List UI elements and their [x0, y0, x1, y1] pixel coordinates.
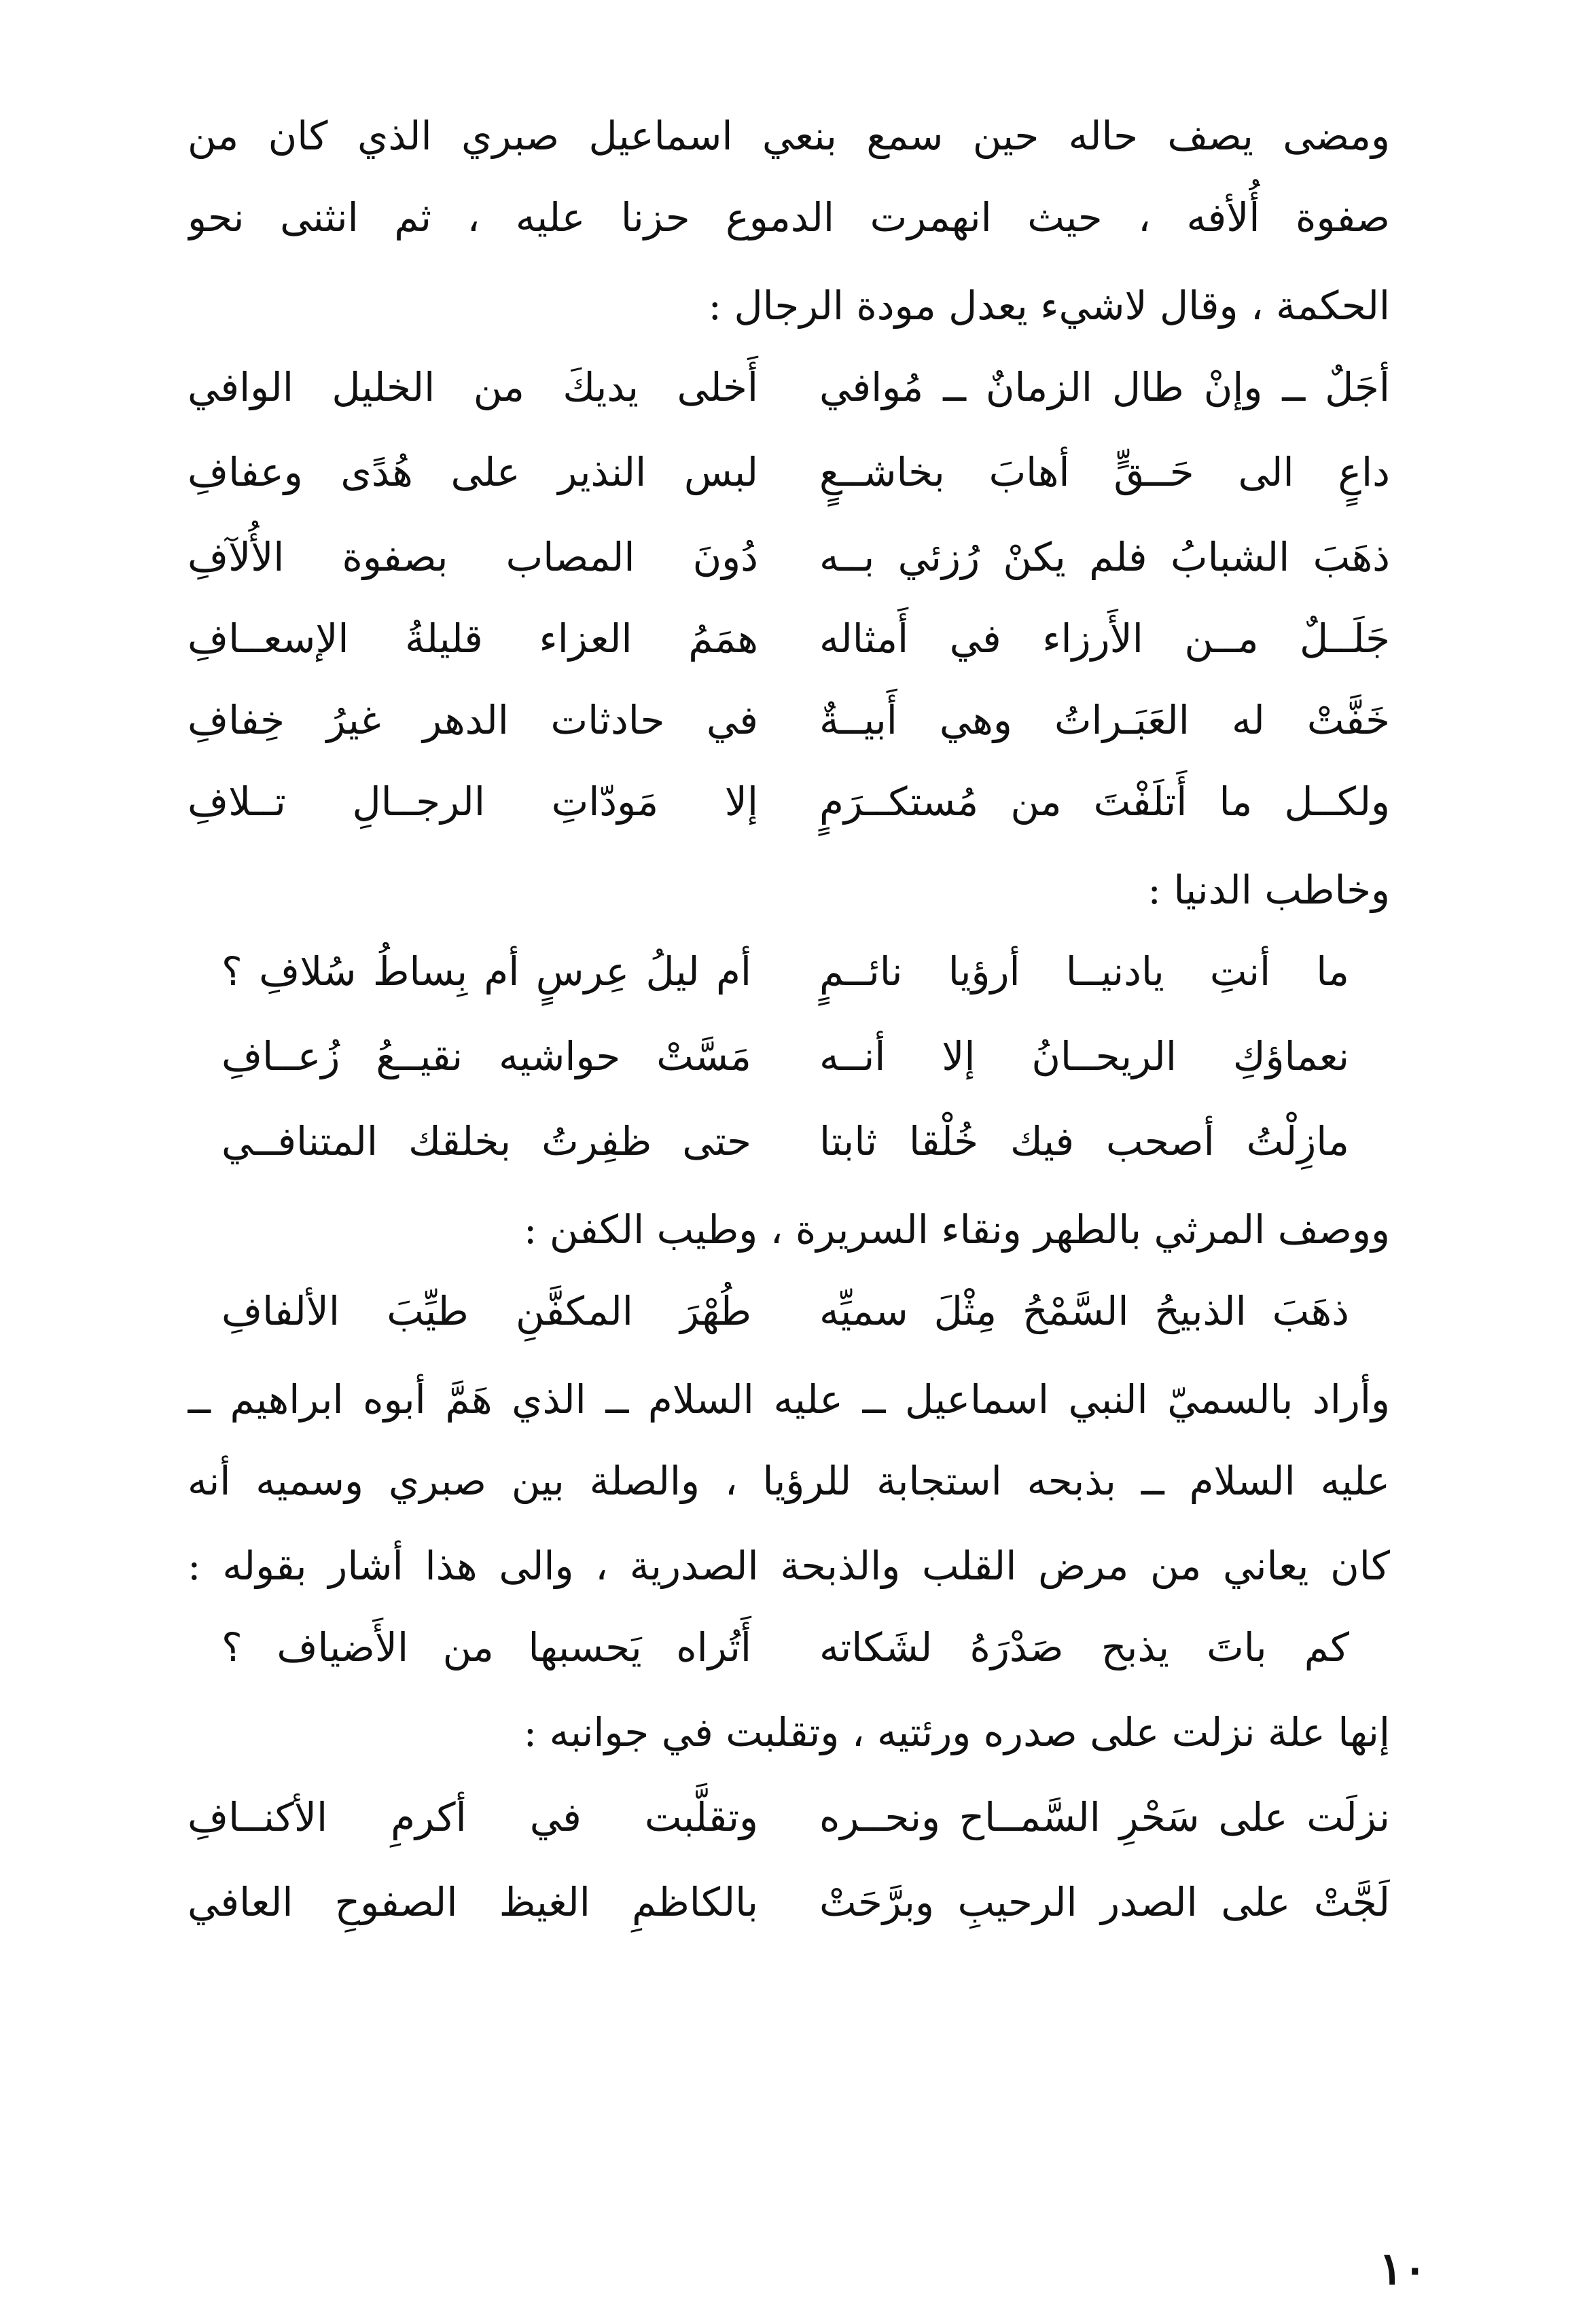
verse-line [221, 1094, 1349, 1189]
verse-line [188, 425, 1390, 520]
verse-second-hemistich: في حادثات الدهر غيرُ خِفافِ [188, 697, 758, 743]
verse-second-hemistich: أم ليلُ عِرسٍ أم بِساطُ سُلافِ ؟ [221, 948, 751, 995]
verse-second-hemistich: طُهْرَ المكفَّنِ طيِّبَ الألفافِ [221, 1288, 751, 1334]
prose-line: الحكمة ، وقال لاشيء يعدل مودة الرجال : [708, 283, 1390, 329]
verse-first-hemistich: مازِلْتُ أصحب فيك خُلْقا ثابتا [819, 1118, 1349, 1164]
verse-line [221, 1600, 1349, 1695]
verse-second-hemistich: أَتُراه يَحسبها من الأَضياف ؟ [221, 1624, 751, 1670]
prose-line: عليه السلام ــ بذبحه استجابة للرؤيا ، والصلة بين صبري وسميه أنه [188, 1458, 1390, 1504]
verse-first-hemistich: جَلَــلٌ مــن الأَرزاء في أَمثاله [819, 615, 1390, 662]
verse-second-hemistich: وتقلَّبت في أكرمِ الأكنــافِ [188, 1794, 758, 1840]
verse-first-hemistich: داعٍ الى حَــقٍّ أهابَ بخاشــعٍ [819, 449, 1390, 495]
verse-second-hemistich: بالكاظمِ الغيظ الصفوحِ العافي [188, 1879, 758, 1925]
prose-line: صفوة أُلأفه ، حيث انهمرت الدموع حزنا عليه ، ثم انثنى نحو [188, 194, 1390, 240]
verse-second-hemistich: لبس النذير على هُدًى وعفافِ [188, 449, 758, 495]
verse-line [188, 673, 1390, 768]
verse-first-hemistich: ذهَبَ الشبابُ فلم يكنْ رُزئي بــه [819, 534, 1390, 580]
verse-line [188, 510, 1390, 605]
verse-second-hemistich: إلا مَودّاتِ الرجــالِ تــلافِ [188, 779, 758, 825]
verse-second-hemistich: حتى ظفِرتُ بخلقك المتنافــي [221, 1118, 751, 1164]
verse-first-hemistich: ذهَبَ الذبيحُ السَّمْحُ مِثْلَ سميِّه [819, 1288, 1349, 1334]
verse-first-hemistich: كم باتَ يذبح صَدْرَهُ لشَكاته [819, 1624, 1349, 1670]
prose-line: وخاطب الدنيا : [1147, 867, 1390, 913]
verse-line [221, 1264, 1349, 1359]
verse-first-hemistich: نعماؤكِ الريحــانُ إلا أنــه [819, 1033, 1349, 1079]
verse-line [221, 924, 1349, 1019]
prose-line: ووصف المرثي بالطهر ونقاء السريرة ، وطيب الكفن : [523, 1206, 1390, 1253]
verse-first-hemistich: ما أنتِ يادنيــا أرؤيا نائــمٍ [819, 948, 1349, 995]
verse-line [188, 591, 1390, 686]
verse-second-hemistich: دُونَ المصاب بصفوة الأُلآفِ [188, 534, 758, 580]
verse-line [221, 1009, 1349, 1104]
verse-first-hemistich: ولكــل ما أَتلَفْتَ من مُستكــرَمٍ [819, 779, 1390, 825]
verse-first-hemistich: نزلَت على سَحْرِ السَّمــاح ونحــره [819, 1794, 1390, 1840]
verse-line [188, 340, 1390, 435]
verse-line [188, 754, 1390, 849]
prose-line: ومضى يصف حاله حين سمع بنعي اسماعيل صبري الذي كان من [188, 113, 1390, 159]
verse-first-hemistich: خَفَّتْ له العَبَـراتُ وهي أَبيــةٌ [819, 697, 1390, 743]
page-number: ١٠ [1378, 2242, 1427, 2295]
prose-line: كان يعاني من مرض القلب والذبحة الصدرية ، والى هذا أشار بقوله : [188, 1543, 1390, 1589]
verse-second-hemistich: همَمُ العزاء قليلةُ الإسعــافِ [188, 615, 758, 662]
verse-first-hemistich: لَجَّتْ على الصدر الرحيبِ وبرَّحَتْ [819, 1879, 1390, 1925]
prose-line: وأراد بالسميّ النبي اسماعيل ــ عليه السلام ــ الذي هَمَّ أبوه ابراهيم ــ [188, 1376, 1390, 1423]
prose-line: إنها علة نزلت على صدره ورئتيه ، وتقلبت في جوانبه : [523, 1709, 1390, 1755]
verse-first-hemistich: أجَلٌ ــ وإنْ طال الزمانٌ ــ مُوافي [819, 364, 1390, 410]
verse-second-hemistich: مَسَّتْ حواشيه نقيــعُ زُعــافِ [221, 1033, 751, 1079]
verse-line [188, 1770, 1390, 1865]
verse-second-hemistich: أَخلى يديكَ من الخليل الوافي [188, 364, 758, 410]
verse-line [188, 1855, 1390, 1950]
